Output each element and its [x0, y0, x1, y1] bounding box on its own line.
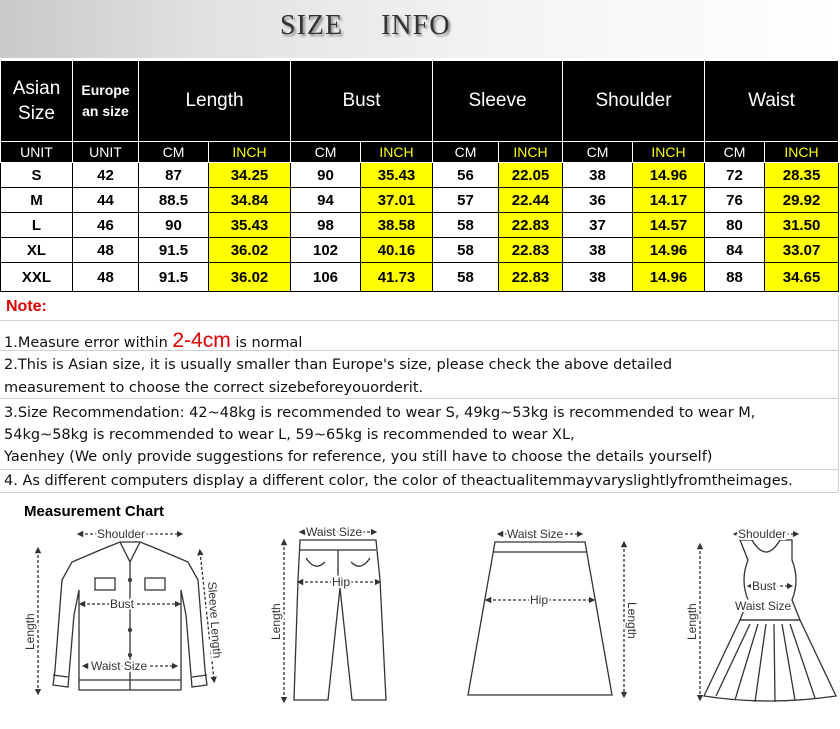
table-cell: 91.5 — [139, 263, 209, 292]
measurement-chart-title: Measurement Chart — [24, 503, 165, 520]
unit-cell: CM — [705, 142, 765, 163]
dress-figure — [700, 534, 836, 702]
table-cell: 94 — [291, 188, 361, 213]
table-cell: 34.25 — [209, 163, 291, 188]
table-cell: 22.83 — [499, 213, 563, 238]
table-cell: 58 — [433, 263, 499, 292]
table-cell: 88.5 — [139, 188, 209, 213]
unit-cell: INCH — [209, 142, 291, 163]
table-cell: 98 — [291, 213, 361, 238]
divider — [0, 320, 838, 321]
table-cell: 35.43 — [361, 163, 433, 188]
measurement-figures — [0, 520, 840, 725]
title-banner — [0, 0, 840, 58]
table-cell: 46 — [73, 213, 139, 238]
table-cell: M — [1, 188, 73, 213]
table-cell: 42 — [73, 163, 139, 188]
skirt-hip-label: Hip — [530, 593, 549, 607]
note-line-3a: 3.Size Recommendation: 42~48kg is recommended to wear S, 49kg~53kg is recommended to wear M, — [4, 405, 756, 421]
table-cell: 14.17 — [633, 188, 705, 213]
dress-bust-label: Bust — [752, 579, 777, 593]
note-line-2a: 2.This is Asian size, it is usually smaller than Europe's size, please check the above detailed — [4, 357, 673, 373]
pants-hip-label: Hip — [332, 575, 351, 589]
table-cell: 22.44 — [499, 188, 563, 213]
table-cell: S — [1, 163, 73, 188]
table-cell: 14.57 — [633, 213, 705, 238]
table-cell: 40.16 — [361, 238, 433, 263]
unit-cell: CM — [433, 142, 499, 163]
table-cell: 76 — [705, 188, 765, 213]
table-cell: 28.35 — [765, 163, 839, 188]
table-cell: 58 — [433, 238, 499, 263]
table-cell: 33.07 — [765, 238, 839, 263]
note-line-3c: Yaenhey (We only provide suggestions for reference, you still have to choose the details yourself) — [4, 449, 713, 465]
table-cell: 14.96 — [633, 163, 705, 188]
divider — [0, 492, 838, 493]
unit-cell: INCH — [361, 142, 433, 163]
table-header-row — [1, 61, 839, 142]
shirt-waist-label: Waist Size — [91, 659, 148, 673]
table-cell: 72 — [705, 163, 765, 188]
unit-cell: INCH — [633, 142, 705, 163]
table-cell: 58 — [433, 213, 499, 238]
divider — [838, 295, 839, 492]
header-sleeve: Sleeve — [433, 61, 563, 142]
shirt-shoulder-label: Shoulder — [97, 527, 146, 541]
dress-length-label: Length — [685, 603, 699, 640]
table-cell: 106 — [291, 263, 361, 292]
table-cell: 80 — [705, 213, 765, 238]
table-cell: 88 — [705, 263, 765, 292]
table-cell: 29.92 — [765, 188, 839, 213]
table-cell: 22.83 — [499, 238, 563, 263]
banner-title: SIZE INFO — [280, 10, 451, 41]
divider — [0, 469, 838, 470]
note-line-1: 1.Measure error within 2-4cm is normal — [4, 329, 303, 352]
header-waist: Waist — [705, 61, 839, 142]
table-cell: 37.01 — [361, 188, 433, 213]
table-row — [1, 213, 839, 238]
unit-row — [1, 142, 839, 163]
skirt-waist-label: Waist Size — [507, 527, 564, 541]
table-cell: 38 — [563, 263, 633, 292]
table-cell: L — [1, 213, 73, 238]
unit-cell: CM — [563, 142, 633, 163]
pants-length-label: Length — [269, 603, 283, 640]
error-range: 2-4cm — [172, 329, 231, 352]
table-row — [1, 163, 839, 188]
size-table — [0, 60, 839, 292]
table-cell: 38 — [563, 238, 633, 263]
table-cell: 35.43 — [209, 213, 291, 238]
dress-waist-label: Waist Size — [735, 599, 792, 613]
header-asian-size: Asian Size — [1, 61, 73, 142]
unit-cell: UNIT — [1, 142, 73, 163]
table-row — [1, 238, 839, 263]
table-cell: 44 — [73, 188, 139, 213]
table-cell: 87 — [139, 163, 209, 188]
table-cell: 38 — [563, 163, 633, 188]
table-cell: 90 — [139, 213, 209, 238]
table-cell: 31.50 — [765, 213, 839, 238]
note-line-3b: 54kg~58kg is recommended to wear L, 59~65kg is recommended to wear XL, — [4, 427, 575, 443]
table-cell: XXL — [1, 263, 73, 292]
skirt-figure — [468, 534, 624, 695]
note-line-2b: measurement to choose the correct sizebeforeyouorderit. — [4, 380, 424, 396]
table-cell: 36 — [563, 188, 633, 213]
table-cell: 56 — [433, 163, 499, 188]
table-cell: 41.73 — [361, 263, 433, 292]
divider — [0, 398, 838, 399]
table-cell: 90 — [291, 163, 361, 188]
note-title: Note: — [6, 298, 47, 315]
shirt-bust-label: Bust — [110, 597, 135, 611]
table-cell: 102 — [291, 238, 361, 263]
table-cell: 34.65 — [765, 263, 839, 292]
pants-waist-label: Waist Size — [306, 525, 363, 539]
header-bust: Bust — [291, 61, 433, 142]
table-cell: 36.02 — [209, 263, 291, 292]
shirt-sleeve-label: Sleeve Length — [205, 581, 225, 659]
table-cell: 84 — [705, 238, 765, 263]
pants-figure — [284, 532, 386, 700]
table-cell: 48 — [73, 263, 139, 292]
table-cell: 36.02 — [209, 238, 291, 263]
table-cell: 14.96 — [633, 238, 705, 263]
table-row — [1, 263, 839, 292]
table-cell: 22.83 — [499, 263, 563, 292]
header-length: Length — [139, 61, 291, 142]
unit-cell: INCH — [499, 142, 563, 163]
unit-cell: CM — [139, 142, 209, 163]
table-cell: XL — [1, 238, 73, 263]
table-cell: 91.5 — [139, 238, 209, 263]
header-shoulder: Shoulder — [563, 61, 705, 142]
table-cell: 22.05 — [499, 163, 563, 188]
skirt-length-label: Length — [625, 602, 639, 639]
unit-cell: CM — [291, 142, 361, 163]
dress-shoulder-label: Shoulder — [738, 527, 787, 541]
table-cell: 57 — [433, 188, 499, 213]
table-cell: 48 — [73, 238, 139, 263]
table-cell: 34.84 — [209, 188, 291, 213]
shirt-length-label: Length — [23, 613, 37, 650]
note-line-4: 4. As different computers display a different color, the color of theactualitemmayvaryslightlyfromtheimages. — [4, 473, 793, 489]
table-cell: 37 — [563, 213, 633, 238]
table-cell: 14.96 — [633, 263, 705, 292]
unit-cell: INCH — [765, 142, 839, 163]
header-europe-size: Europe an size — [73, 61, 139, 142]
table-row — [1, 188, 839, 213]
table-cell: 38.58 — [361, 213, 433, 238]
unit-cell: UNIT — [73, 142, 139, 163]
